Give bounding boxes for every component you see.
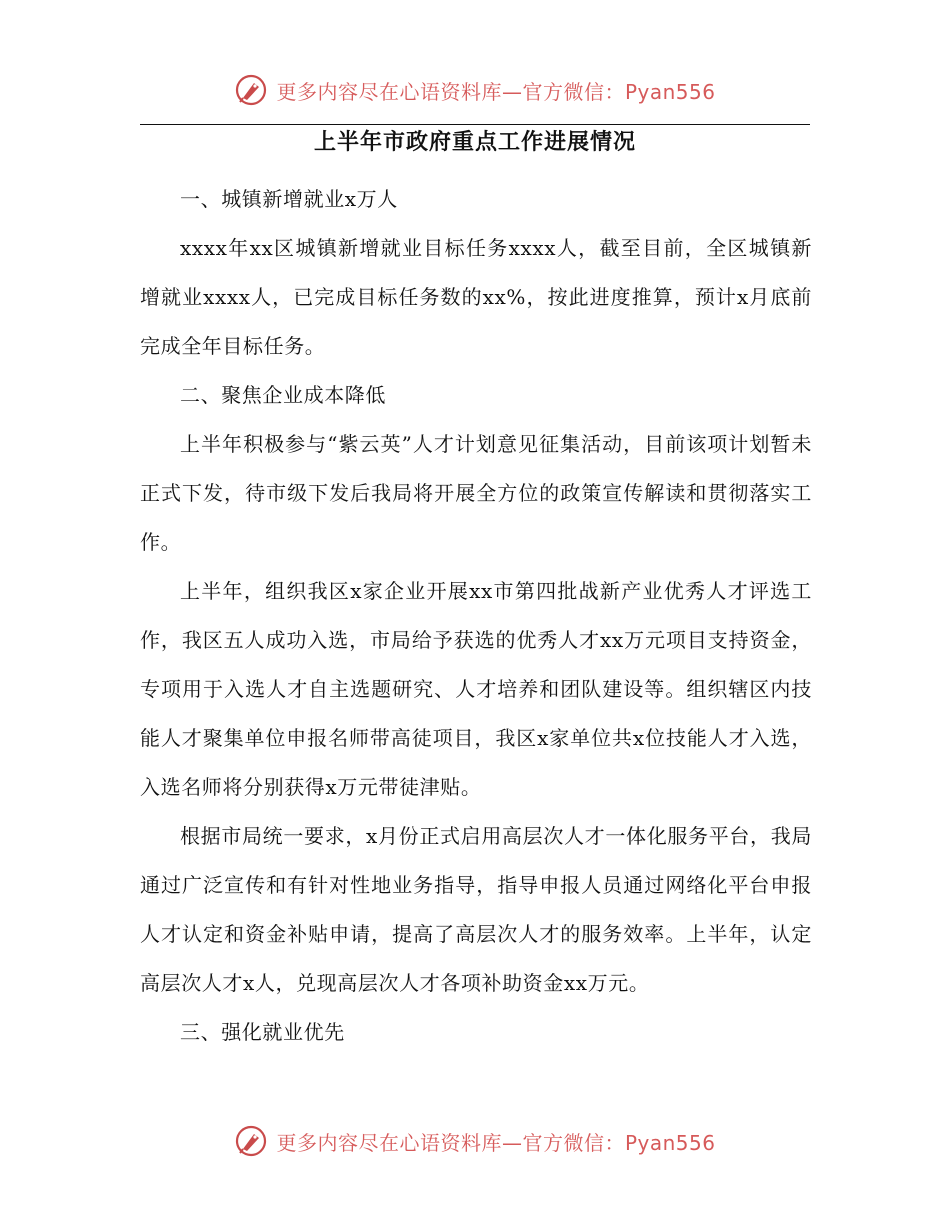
paragraph: 上半年积极参与“紫云英”人才计划意见征集活动，目前该项计划暂未正式下发，待市级下发后我局将开展全方位的政策宣传解读和贯彻落实工作。 xyxy=(140,432,812,554)
paragraph: 根据市局统一要求，x月份正式启用高层次人才一体化服务平台，我局通过广泛宣传和有针对性地业务指导，指导申报人员通过网络化平台申报人才认定和资金补贴申请，提高了高层次人才的服务效率。上半年，认定高层次人才x人，兑现高层次人才各项补助资金xx万元。 xyxy=(140,824,812,995)
pen-nib-logo-icon xyxy=(234,1124,268,1158)
pen-nib-logo-icon xyxy=(234,73,268,107)
header-watermark xyxy=(0,68,950,112)
document-title: 上半年市政府重点工作进展情况 xyxy=(313,130,636,155)
watermark-text: 更多内容尽在心语资料库—官方微信：Pyan556 xyxy=(276,79,716,104)
header-rule xyxy=(140,124,810,125)
paragraph: xxxx年xx区城镇新增就业目标任务xxxx人，截至目前，全区城镇新增就业xxxx人，已完成目标任务数的xx%，按此进度推算，预计x月底前完成全年目标任务。 xyxy=(140,236,812,358)
section-heading: 三、强化就业优先 xyxy=(180,1020,345,1044)
watermark-text: 更多内容尽在心语资料库—官方微信：Pyan556 xyxy=(276,1130,716,1155)
section-heading: 一、城镇新增就业x万人 xyxy=(180,187,398,211)
section-heading: 二、聚焦企业成本降低 xyxy=(180,383,386,407)
paragraph: 上半年，组织我区x家企业开展xx市第四批战新产业优秀人才评选工作，我区五人成功入选，市局给予获选的优秀人才xx万元项目支持资金，专项用于入选人才自主选题研究、人才培养和团队建设等。组织辖区内技能人才聚集单位申报名师带高徒项目，我区x家单位共x位技能人才入选，入选名师将分别获得x万元带徒津贴。 xyxy=(140,579,812,799)
footer-watermark xyxy=(0,1119,950,1163)
document-body xyxy=(140,175,812,1057)
